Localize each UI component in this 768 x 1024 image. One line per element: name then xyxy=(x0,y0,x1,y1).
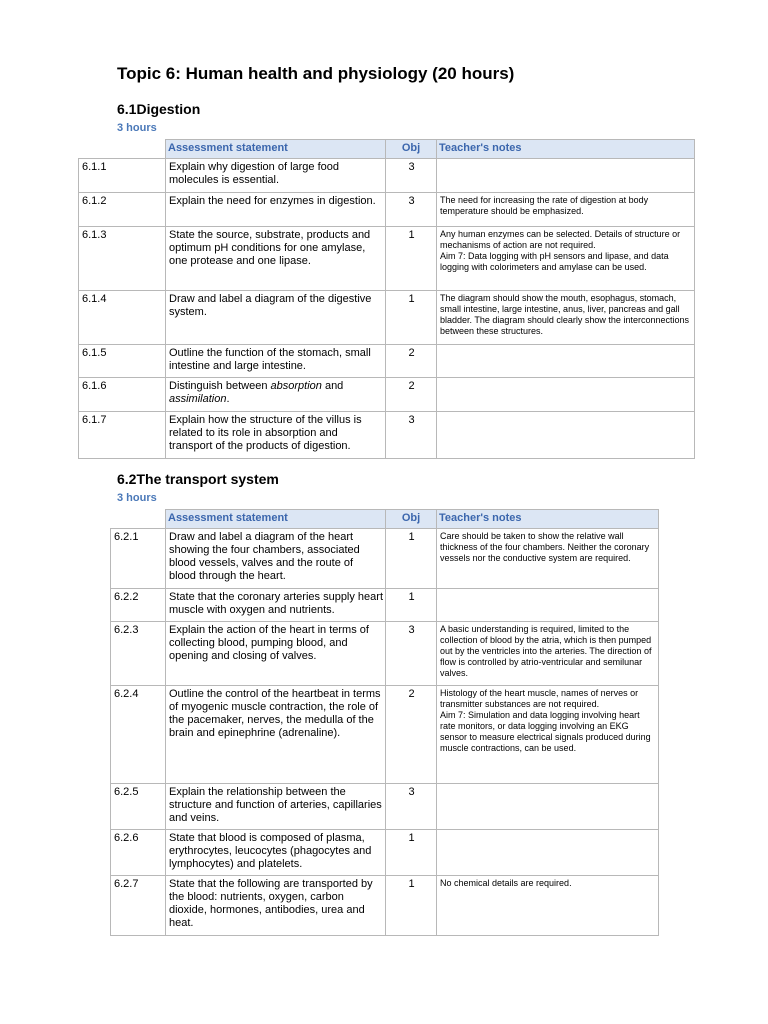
objective-level: 1 xyxy=(386,830,437,876)
statement-text: State that blood is composed of plasma, erythrocytes, leucocytes (phagocytes and lymphocytes) and platelets. xyxy=(166,830,386,876)
table-header-row xyxy=(111,510,659,529)
objective-level: 1 xyxy=(386,227,437,291)
statement-term-absorption: absorption xyxy=(270,380,322,392)
assessment-table-digestion xyxy=(78,139,695,459)
teacher-notes xyxy=(437,412,695,459)
column-header-notes: Teacher's notes xyxy=(437,510,659,529)
statement-id: 6.2.4 xyxy=(111,686,166,784)
statement-id: 6.1.6 xyxy=(79,378,166,412)
statement-text: State that the coronary arteries supply heart muscle with oxygen and nutrients. xyxy=(166,589,386,622)
statement-id: 6.2.6 xyxy=(111,830,166,876)
statement-id: 6.1.1 xyxy=(79,159,166,193)
table-row xyxy=(111,622,659,686)
table-row xyxy=(111,529,659,589)
table-row xyxy=(111,784,659,830)
statement-id: 6.2.5 xyxy=(111,784,166,830)
column-header-notes: Teacher's notes xyxy=(437,140,695,159)
table-row xyxy=(111,830,659,876)
assessment-table-transport-system xyxy=(110,509,659,936)
teacher-notes: The need for increasing the rate of digestion at body temperature should be emphasized. xyxy=(437,193,695,227)
teacher-notes: The diagram should show the mouth, esophagus, stomach, small intestine, large intestine, anus, liver, pancreas and gall bladder. The diagram should clearly show the interconnections between these structures. xyxy=(437,291,695,345)
column-header-statement: Assessment statement xyxy=(166,510,386,529)
objective-level: 3 xyxy=(386,412,437,459)
teacher-notes xyxy=(437,589,659,622)
table-row xyxy=(79,159,695,193)
teacher-notes xyxy=(437,784,659,830)
statement-text: Explain the relationship between the structure and function of arteries, capillaries and veins. xyxy=(166,784,386,830)
table-row xyxy=(79,291,695,345)
objective-level: 1 xyxy=(386,876,437,936)
table-row xyxy=(111,686,659,784)
objective-level: 3 xyxy=(386,622,437,686)
statement-text-part: Distinguish between xyxy=(169,380,271,392)
statement-text: Outline the function of the stomach, small intestine and large intestine. xyxy=(166,345,386,378)
section-hours-transport-system: 3 hours xyxy=(117,492,157,504)
statement-text: Draw and label a diagram of the heart showing the four chambers, associated blood vessels, valves and the route of blood through the heart. xyxy=(166,529,386,589)
statement-text xyxy=(166,378,386,412)
statement-id: 6.1.7 xyxy=(79,412,166,459)
table-row xyxy=(79,227,695,291)
statement-id: 6.1.4 xyxy=(79,291,166,345)
table-row xyxy=(79,378,695,412)
column-header-obj: Obj xyxy=(386,510,437,529)
statement-term-assimilation: assimilation xyxy=(169,393,227,405)
table-header-row xyxy=(79,140,695,159)
teacher-notes: A basic understanding is required, limited to the collection of blood by the atria, which is then pumped out by the ventricles into the arteries. The direction of flow is controlled by atrio-ventricular and semilunar valves. xyxy=(437,622,659,686)
table-row xyxy=(79,412,695,459)
statement-text: Draw and label a diagram of the digestive system. xyxy=(166,291,386,345)
objective-level: 1 xyxy=(386,529,437,589)
objective-level: 3 xyxy=(386,193,437,227)
header-corner xyxy=(111,510,166,529)
statement-id: 6.2.1 xyxy=(111,529,166,589)
objective-level: 2 xyxy=(386,378,437,412)
teacher-notes: Care should be taken to show the relative wall thickness of the four chambers. Neither the coronary vessels nor the conductive system are required. xyxy=(437,529,659,589)
teacher-notes: Any human enzymes can be selected. Details of structure or mechanisms of action are not required. Aim 7: Data logging with pH sensors and lipase, and data logging with colorimeters and amylase can be used. xyxy=(437,227,695,291)
statement-text: Explain why digestion of large food molecules is essential. xyxy=(166,159,386,193)
statement-text: State that the following are transported by the blood: nutrients, oxygen, carbon dioxide, hormones, antibodies, urea and heat. xyxy=(166,876,386,936)
page-title: Topic 6: Human health and physiology (20 hours) xyxy=(117,64,515,83)
objective-level: 1 xyxy=(386,291,437,345)
statement-text-part: . xyxy=(226,393,230,405)
header-corner xyxy=(79,140,166,159)
objective-level: 2 xyxy=(386,345,437,378)
section-heading-digestion: 6.1Digestion xyxy=(117,101,201,117)
table-row xyxy=(79,345,695,378)
statement-id: 6.2.2 xyxy=(111,589,166,622)
statement-text: Explain the action of the heart in terms of collecting blood, pumping blood, and opening and closing of valves. xyxy=(166,622,386,686)
teacher-notes xyxy=(437,378,695,412)
table-row xyxy=(111,876,659,936)
teacher-notes xyxy=(437,345,695,378)
statement-text: Explain the need for enzymes in digestion. xyxy=(166,193,386,227)
statement-text: State the source, substrate, products and optimum pH conditions for one amylase, one protease and one lipase. xyxy=(166,227,386,291)
statement-id: 6.1.3 xyxy=(79,227,166,291)
table-row xyxy=(111,589,659,622)
teacher-notes: Histology of the heart muscle, names of nerves or transmitter substances are not required. Aim 7: Simulation and data logging involving heart rate monitors, or data logging involving an EKG sensor to measure electrical signals produced during muscle contractions, can be used. xyxy=(437,686,659,784)
objective-level: 3 xyxy=(386,784,437,830)
statement-text: Outline the control of the heartbeat in terms of myogenic muscle contraction, the role of the pacemaker, nerves, the medulla of the brain and epinephrine (adrenaline). xyxy=(166,686,386,784)
statement-id: 6.1.5 xyxy=(79,345,166,378)
teacher-notes xyxy=(437,159,695,193)
statement-text: Explain how the structure of the villus is related to its role in absorption and transport of the products of digestion. xyxy=(166,412,386,459)
column-header-obj: Obj xyxy=(386,140,437,159)
objective-level: 1 xyxy=(386,589,437,622)
objective-level: 2 xyxy=(386,686,437,784)
column-header-statement: Assessment statement xyxy=(166,140,386,159)
table-row xyxy=(79,193,695,227)
teacher-notes: No chemical details are required. xyxy=(437,876,659,936)
statement-id: 6.2.3 xyxy=(111,622,166,686)
statement-id: 6.2.7 xyxy=(111,876,166,936)
teacher-notes xyxy=(437,830,659,876)
section-heading-transport-system: 6.2The transport system xyxy=(117,471,279,487)
section-hours-digestion: 3 hours xyxy=(117,122,157,134)
statement-text-part: and xyxy=(321,380,344,392)
statement-id: 6.1.2 xyxy=(79,193,166,227)
objective-level: 3 xyxy=(386,159,437,193)
